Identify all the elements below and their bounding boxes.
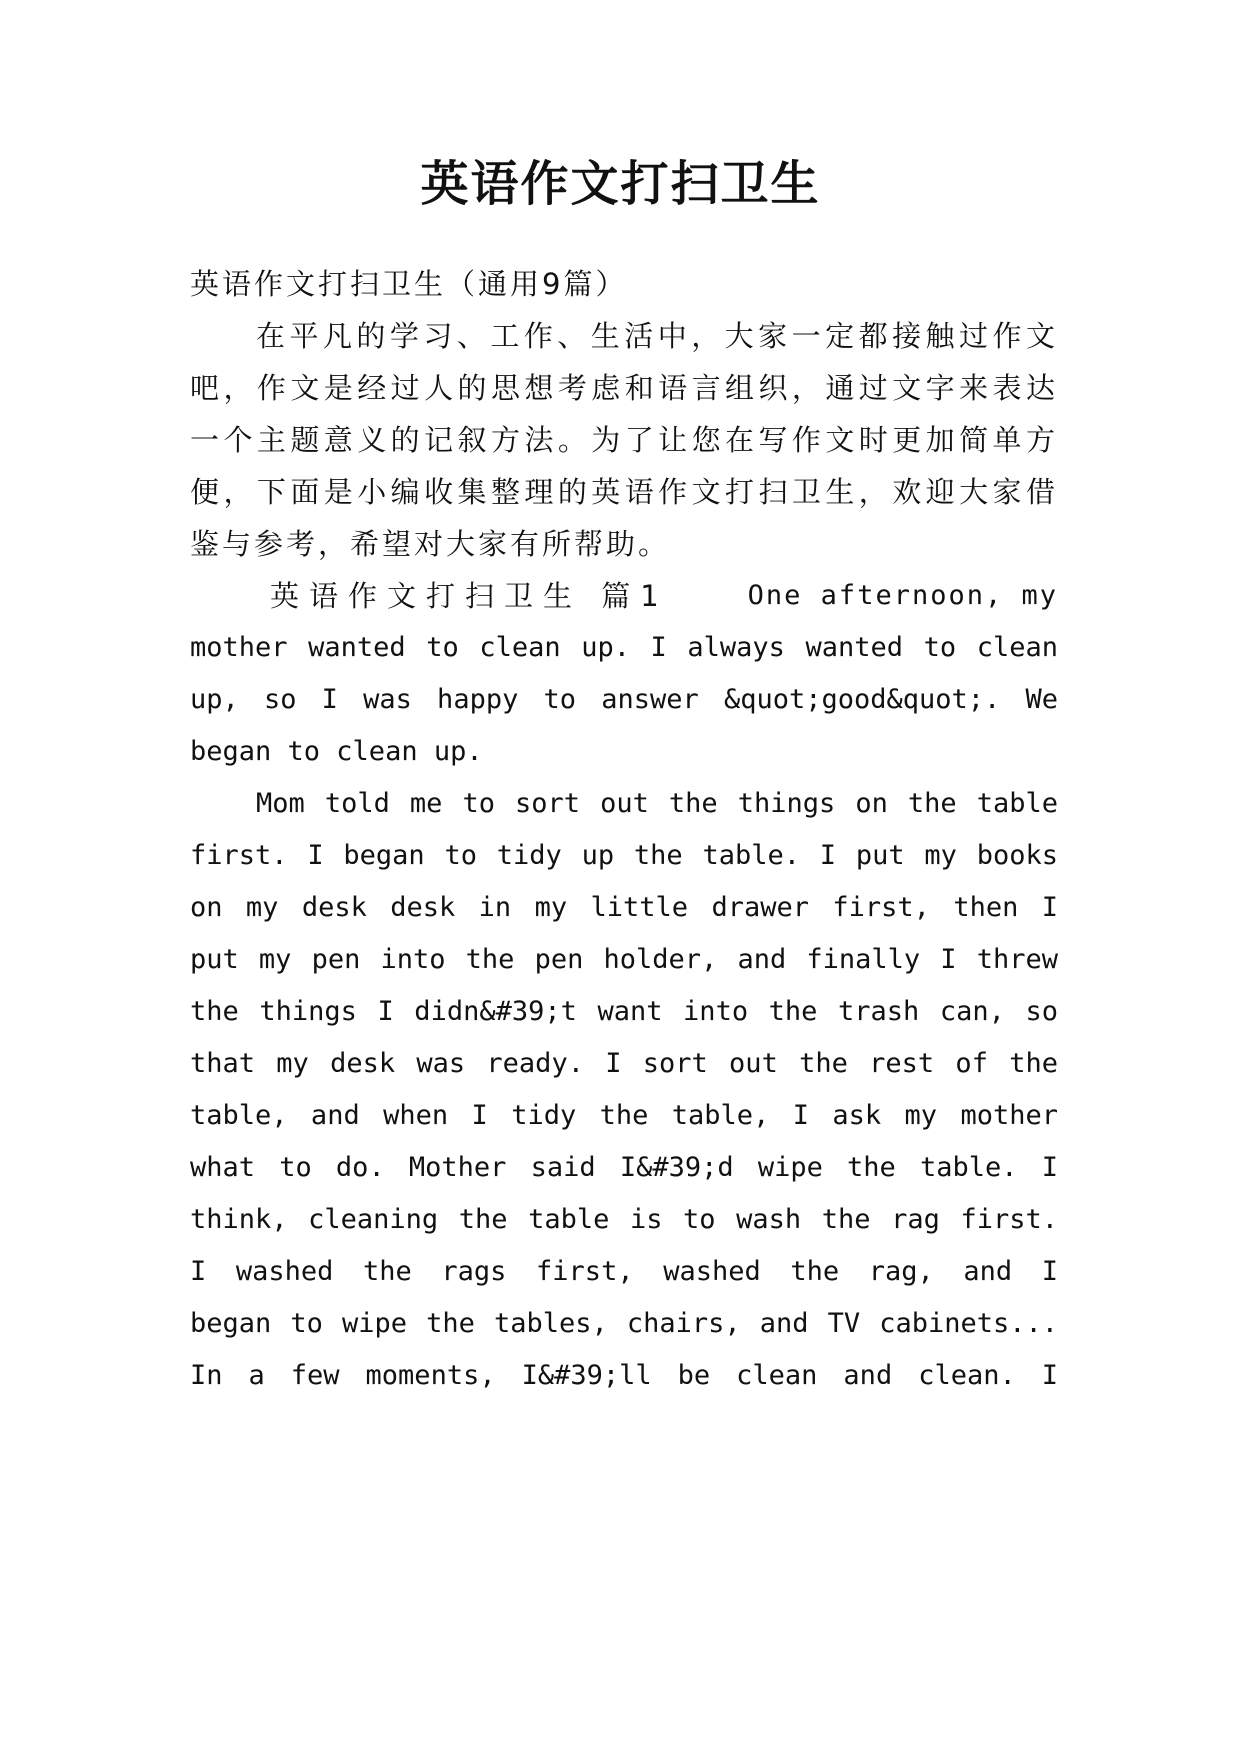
intro-line: 鉴与参考，希望对大家有所帮助。 (190, 527, 671, 561)
essay-line: think, cleaning the table is to wash the rag first. (190, 1204, 1058, 1235)
essay-line: the things I didn&#39;t want into the trash can, so (190, 996, 1058, 1027)
essay-line: table, and when I tidy the table, I ask my mother (190, 1100, 1058, 1131)
document-subtitle: 英语作文打扫卫生（通用9篇） (190, 267, 628, 301)
essay-line: In a few moments, I&#39;ll be clean and clean. I (190, 1360, 1058, 1391)
essay-line: I washed the rags first, washed the rag, and I (190, 1256, 1058, 1287)
intro-line: 在平凡的学习、工作、生活中，大家一定都接触过作文 (256, 319, 1058, 353)
intro-line: 便，下面是小编收集整理的英语作文打扫卫生，欢迎大家借 (190, 475, 1058, 509)
essay-line: mother wanted to clean up. I always wanted to clean (190, 632, 1058, 663)
essay-line: began to wipe the tables, chairs, and TV cabinets... (190, 1308, 1058, 1339)
essay-line: what to do. Mother said I&#39;d wipe the table. I (190, 1152, 1058, 1183)
intro-line: 吧，作文是经过人的思想考虑和语言组织，通过文字来表达 (190, 371, 1058, 405)
essay-line: Mom told me to sort out the things on the table (256, 788, 1058, 819)
essay-line: One afternoon, my (747, 580, 1058, 611)
essay-line: up, so I was happy to answer &quot;good&quot;. We (190, 684, 1058, 715)
essay-line: put my pen into the pen holder, and finally I threw (190, 944, 1058, 975)
essay-line: began to clean up. (190, 736, 483, 767)
intro-line: 一个主题意义的记叙方法。为了让您在写作文时更加简单方 (190, 423, 1058, 457)
essay-line: on my desk desk in my little drawer first, then I (190, 892, 1058, 923)
document-title: 英语作文打扫卫生 (420, 156, 821, 212)
section-heading: 英语作文打扫卫生 篇1 (270, 579, 669, 613)
essay-line: first. I began to tidy up the table. I put my books (190, 840, 1058, 871)
essay-line: that my desk was ready. I sort out the rest of the (190, 1048, 1058, 1079)
section-heading-line (270, 576, 1058, 616)
